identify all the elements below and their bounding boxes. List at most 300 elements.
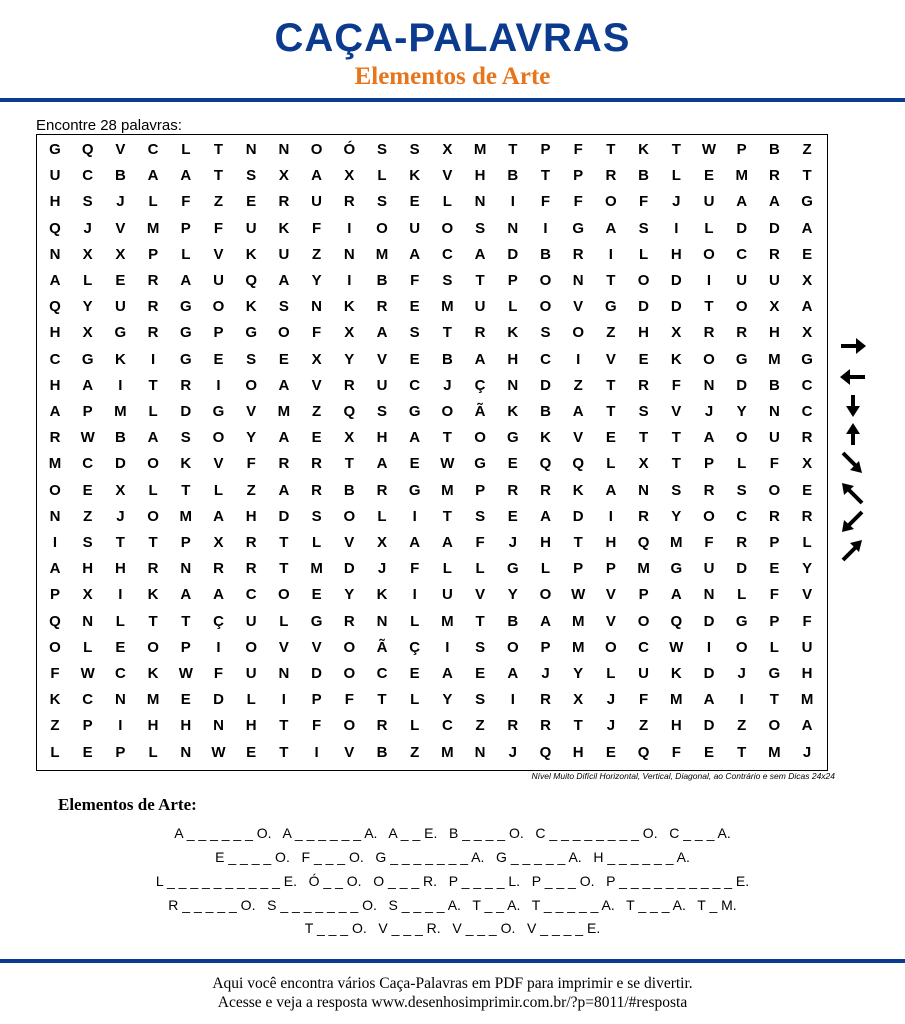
grid-letter: E	[802, 245, 813, 263]
grid-letter: U	[736, 272, 748, 289]
grid-letter: M	[310, 560, 323, 578]
grid-letter: M	[48, 455, 62, 473]
grid-letter: O	[441, 403, 454, 420]
grid-letter: T	[540, 167, 551, 185]
grid-letter: Ç	[474, 376, 486, 394]
grid-letter: J	[377, 560, 387, 578]
grid-letter: O	[506, 638, 519, 656]
grid-letter: S	[376, 141, 387, 158]
grid-letter: A	[703, 691, 715, 709]
grid-letter: U	[703, 193, 715, 211]
grid-row	[37, 687, 827, 713]
grid-letter: D	[736, 219, 748, 237]
grid-letter: N	[507, 219, 519, 237]
grid-letter: A	[213, 586, 224, 604]
grid-letter: T	[279, 743, 289, 761]
grid-letter: T	[279, 717, 289, 735]
grid-letter: K	[343, 298, 355, 316]
grid-letter: M	[735, 167, 748, 185]
grid-letter: V	[344, 743, 355, 761]
grid-letter: L	[508, 298, 518, 316]
grid-letter: L	[83, 272, 93, 289]
grid-letter: F	[181, 193, 191, 211]
grid-letter: Q	[572, 455, 585, 473]
grid-letter: Y	[344, 350, 355, 368]
grid-letter: I	[510, 193, 515, 211]
grid-letter: Y	[311, 272, 322, 289]
grid-letter: A	[474, 245, 486, 263]
grid-letter: T	[671, 141, 681, 158]
grid-letter: H	[49, 324, 61, 342]
grid-letter: T	[279, 534, 289, 551]
grid-letter: H	[49, 376, 61, 394]
grid-letter: V	[311, 638, 322, 656]
grid-row	[37, 373, 827, 399]
grid-letter: A	[474, 350, 486, 368]
grid-letter: P	[180, 534, 191, 551]
grid-letter: L	[181, 141, 191, 158]
grid-letter: P	[573, 167, 584, 185]
grid-letter: E	[409, 350, 420, 368]
grid-letter: D	[213, 691, 224, 709]
grid-letter: R	[474, 324, 486, 342]
grid-letter: V	[311, 376, 322, 394]
grid-letter: E	[311, 429, 322, 447]
grid-letter: U	[245, 665, 257, 682]
grid-letter: H	[801, 665, 813, 682]
grid-letter: O	[539, 586, 552, 604]
grid-letter: L	[639, 245, 649, 263]
grid-letter: F	[410, 272, 420, 289]
grid-letter: M	[114, 403, 127, 420]
grid-letter: S	[180, 429, 191, 447]
grid-letter: A	[409, 534, 421, 551]
grid-letter: A	[376, 324, 388, 342]
grid-letter: T	[606, 141, 616, 158]
grid-letter: V	[213, 245, 224, 263]
grid-letter: R	[703, 324, 715, 342]
grid-letter: R	[507, 481, 519, 499]
grid-letter: A	[540, 507, 551, 525]
grid-letter: C	[638, 638, 650, 656]
grid-letter: Y	[82, 298, 93, 316]
grid-letter: A	[278, 481, 290, 499]
grid-letter: R	[147, 298, 159, 316]
grid-letter: T	[573, 717, 583, 735]
grid-letter: N	[114, 691, 126, 709]
grid-letter: C	[736, 507, 748, 525]
grid-letter: N	[768, 403, 780, 420]
grid-letter: D	[768, 219, 780, 237]
grid-letter: K	[670, 350, 682, 368]
grid-letter: J	[802, 743, 812, 761]
grid-letter: E	[703, 167, 714, 185]
grid-letter: R	[49, 429, 61, 447]
grid-letter: T	[213, 167, 224, 185]
grid-letter: S	[638, 403, 649, 420]
grid-letter: G	[179, 350, 192, 368]
grid-letter: W	[701, 141, 717, 158]
grid-letter: H	[49, 193, 61, 211]
grid-letter: V	[115, 141, 126, 158]
grid-letter: E	[82, 481, 93, 499]
grid-letter: O	[637, 612, 650, 630]
grid-letter: D	[736, 376, 748, 394]
grid-letter: T	[279, 560, 289, 578]
grid-letter: S	[246, 167, 257, 185]
footer-text: Aqui você encontra vários Caça-Palavras em PDF para imprimir e se divertir.	[212, 975, 693, 992]
grid-letter: C	[540, 350, 551, 368]
grid-letter: N	[49, 507, 61, 525]
grid-letter: A	[540, 612, 551, 630]
grid-letter: X	[115, 245, 126, 263]
grid-letter: P	[703, 455, 714, 473]
grid-letter: O	[212, 298, 225, 316]
grid-letter: E	[638, 350, 649, 368]
grid-letter: N	[213, 717, 224, 735]
grid-letter: Ã	[376, 638, 388, 656]
grid-letter: Z	[246, 481, 256, 499]
grid-letter: V	[442, 167, 453, 185]
grid-letter: O	[703, 350, 715, 368]
grid-letter: R	[736, 534, 748, 551]
grid-letter: G	[212, 403, 225, 420]
grid-letter: O	[735, 638, 748, 656]
grid-letter: A	[82, 376, 94, 394]
grid-letter: F	[802, 612, 812, 630]
grid-letter: D	[278, 507, 290, 525]
grid-letter: N	[703, 586, 715, 604]
grid-letter: I	[216, 638, 221, 656]
grid-letter: C	[49, 350, 61, 368]
grid-letter: I	[608, 245, 613, 263]
grid-letter: O	[735, 429, 748, 447]
grid-letter: M	[277, 403, 291, 420]
page-title: CAÇA-PALAVRAS	[274, 16, 631, 60]
grid-letter: I	[706, 638, 712, 656]
grid-letter: V	[573, 429, 584, 447]
up-right-arrow-icon	[838, 537, 868, 563]
grid-letter: S	[246, 350, 257, 368]
grid-letter: S	[475, 638, 486, 656]
grid-letter: W	[80, 665, 95, 682]
grid-letter: M	[571, 638, 585, 656]
grid-letter: Q	[670, 612, 683, 630]
grid-letter: D	[343, 560, 355, 578]
grid-letter: K	[147, 586, 159, 604]
grid-letter: X	[671, 324, 682, 342]
grid-letter: P	[507, 272, 518, 289]
grid-letter: B	[638, 167, 650, 185]
grid-letter: C	[801, 403, 813, 420]
grid-letter: X	[802, 455, 813, 473]
grid-letter: D	[670, 272, 682, 289]
grid-letter: A	[180, 586, 192, 604]
grid-letter: I	[314, 743, 319, 761]
grid-letter: U	[376, 376, 388, 394]
grid-letter: T	[148, 612, 158, 630]
grid-letter: P	[736, 141, 747, 158]
grid-letter: G	[474, 455, 486, 473]
grid-letter: I	[608, 507, 613, 525]
grid-letter: C	[441, 245, 453, 263]
grid-letter: F	[475, 534, 485, 551]
grid-letter: G	[735, 612, 748, 630]
grid-row	[37, 320, 827, 346]
grid-letter: A	[605, 219, 617, 237]
word-search-grid	[36, 134, 828, 771]
grid-letter: N	[474, 743, 486, 761]
grid-letter: D	[736, 560, 748, 578]
grid-letter: A	[572, 403, 584, 420]
instructions: Encontre 28 palavras:	[36, 117, 182, 134]
grid-letter: A	[49, 272, 61, 289]
grid-letter: R	[278, 455, 290, 473]
grid-letter: S	[409, 141, 420, 158]
grid-letter: X	[82, 245, 93, 263]
grid-letter: Z	[475, 717, 485, 735]
grid-letter: Z	[573, 376, 583, 394]
grid-letter: X	[442, 141, 453, 158]
grid-letter: X	[311, 350, 322, 368]
grid-letter: Y	[246, 429, 257, 447]
grid-letter: F	[671, 743, 681, 761]
grid-letter: W	[211, 743, 226, 761]
grid-letter: K	[147, 665, 159, 682]
grid-letter: M	[800, 691, 814, 709]
grid-letter: M	[637, 560, 650, 578]
grid-letter: R	[376, 298, 388, 316]
grid-letter: P	[605, 560, 616, 578]
grid-letter: L	[50, 743, 60, 761]
grid-letter: O	[245, 638, 258, 656]
grid-letter: S	[736, 481, 747, 499]
grid-letter: D	[114, 455, 126, 473]
grid-letter: L	[540, 560, 551, 578]
grid-letter: A	[768, 193, 780, 211]
grid-letter: O	[147, 455, 159, 473]
grid-letter: E	[409, 665, 420, 682]
grid-letter: Y	[442, 691, 453, 709]
grid-letter: A	[213, 507, 224, 525]
grid-letter: M	[670, 534, 683, 551]
grid-letter: I	[118, 586, 123, 604]
grid-letter: O	[572, 324, 585, 342]
grid-letter: G	[605, 298, 617, 316]
grid-letter: B	[114, 167, 126, 185]
grid-letter: P	[638, 586, 649, 604]
grid-letter: D	[703, 612, 715, 630]
grid-letter: S	[82, 534, 93, 551]
grid-letter: O	[343, 638, 356, 656]
grid-letter: R	[572, 245, 584, 263]
grid-letter: W	[669, 638, 684, 656]
grid-letter: S	[540, 324, 551, 342]
grid-letter: K	[376, 586, 388, 604]
grid-letter: M	[441, 612, 454, 630]
grid-letter: R	[768, 167, 780, 185]
grid-letter: S	[475, 219, 486, 237]
grid-letter: S	[376, 403, 387, 420]
grid-letter: K	[49, 691, 61, 709]
grid-letter: S	[671, 481, 682, 499]
grid-letter: L	[606, 665, 616, 682]
grid-letter: V	[475, 586, 486, 604]
grid-letter: Q	[49, 298, 61, 316]
grid-letter: V	[376, 350, 387, 368]
grid-letter: E	[246, 193, 257, 211]
grid-letter: T	[802, 167, 812, 185]
grid-letter: C	[441, 717, 453, 735]
grid-letter: X	[769, 298, 780, 316]
grid-letter: R	[540, 481, 551, 499]
grid-letter: E	[213, 350, 224, 368]
grid-letter: Z	[639, 717, 649, 735]
grid-letter: I	[118, 376, 123, 394]
grid-letter: E	[507, 507, 518, 525]
grid-letter: V	[573, 298, 584, 316]
grid-letter: A	[441, 534, 453, 551]
grid-letter: B	[441, 350, 453, 368]
grid-letter: K	[670, 665, 682, 682]
grid-letter: Ó	[343, 141, 356, 158]
grid-letter: T	[181, 612, 191, 630]
grid-letter: I	[281, 691, 286, 709]
grid-letter: I	[706, 272, 712, 289]
grid-letter: V	[605, 350, 616, 368]
grid-row	[37, 661, 827, 687]
grid-letter: I	[543, 219, 548, 237]
grid-letter: N	[703, 376, 715, 394]
grid-row	[37, 425, 827, 451]
grid-letter: R	[605, 167, 617, 185]
grid-letter: F	[312, 717, 322, 735]
grid-letter: Z	[83, 507, 93, 525]
grid-letter: L	[148, 481, 158, 499]
grid-letter: D	[507, 245, 519, 263]
grid-letter: C	[409, 376, 421, 394]
grid-letter: B	[376, 272, 388, 289]
grid-letter: C	[82, 455, 94, 473]
grid-letter: X	[82, 586, 93, 604]
grid-letter: I	[151, 350, 156, 368]
grid-letter: G	[408, 481, 421, 499]
grid-letter: G	[179, 298, 192, 316]
grid-letter: C	[376, 665, 388, 682]
grid-letter: Z	[312, 403, 322, 420]
grid-row	[37, 740, 827, 766]
grid-letter: U	[278, 245, 290, 263]
right-arrow-icon	[838, 333, 868, 359]
grid-letter: S	[311, 507, 322, 525]
grid-letter: K	[540, 429, 551, 447]
grid-letter: C	[245, 586, 257, 604]
grid-letter: A	[49, 560, 61, 578]
grid-row	[37, 635, 827, 661]
grid-row	[37, 216, 827, 242]
grid-letter: F	[573, 141, 583, 158]
grid-letter: W	[80, 429, 95, 447]
grid-letter: U	[638, 665, 650, 682]
grid-letter: R	[801, 507, 813, 525]
grid-letter: P	[115, 743, 126, 761]
grid-letter: F	[671, 376, 681, 394]
grid-letter: H	[540, 534, 551, 551]
up-arrow-icon	[838, 421, 868, 447]
grid-letter: E	[475, 665, 486, 682]
grid-letter: L	[475, 560, 485, 578]
grid-letter: F	[312, 219, 322, 237]
grid-letter: P	[769, 612, 780, 630]
grid-letter: Z	[312, 245, 322, 263]
grid-letter: R	[540, 717, 551, 735]
grid-letter: A	[180, 272, 192, 289]
grid-letter: P	[540, 141, 551, 158]
grid-letter: E	[246, 743, 257, 761]
grid-letter: H	[507, 350, 519, 368]
grid-letter: L	[246, 691, 256, 709]
grid-letter: Q	[245, 272, 258, 289]
grid-letter: X	[638, 455, 649, 473]
grid-letter: G	[245, 324, 258, 342]
grid-letter: M	[768, 350, 781, 368]
grid-letter: L	[671, 167, 681, 185]
grid-letter: Y	[802, 560, 813, 578]
grid-letter: Z	[606, 324, 616, 342]
grid-letter: T	[671, 455, 681, 473]
grid-letter: U	[409, 219, 421, 237]
grid-letter: U	[768, 272, 780, 289]
grid-letter: P	[475, 481, 486, 499]
grid-letter: R	[507, 717, 519, 735]
grid-letter: L	[769, 638, 779, 656]
grid-letter: J	[737, 665, 746, 682]
grid-letter: I	[412, 507, 417, 525]
grid-letter: P	[180, 219, 191, 237]
grid-letter: N	[49, 245, 61, 263]
grid-letter: X	[344, 324, 355, 342]
grid-letter: U	[311, 193, 323, 211]
down-left-arrow-icon	[838, 509, 868, 535]
grid-letter: Y	[507, 586, 518, 604]
grid-letter: O	[768, 481, 781, 499]
grid-letter: S	[475, 507, 486, 525]
grid-letter: R	[180, 376, 192, 394]
grid-letter: O	[735, 298, 748, 316]
grid-letter: R	[736, 324, 748, 342]
grid-letter: D	[670, 298, 682, 316]
grid-letter: R	[343, 193, 355, 211]
grid-letter: L	[213, 481, 224, 499]
grid-letter: U	[441, 586, 453, 604]
grid-letter: O	[703, 245, 715, 263]
down-arrow-icon	[838, 393, 868, 419]
grid-letter: A	[801, 298, 813, 316]
grid-letter: T	[573, 534, 583, 551]
grid-letter: A	[409, 245, 421, 263]
grid-letter: F	[344, 691, 354, 709]
grid-letter: M	[441, 743, 454, 761]
grid-letter: F	[573, 193, 583, 211]
grid-letter: B	[540, 403, 551, 420]
grid-letter: N	[638, 481, 650, 499]
grid-letter: L	[410, 691, 420, 709]
grid-letter: T	[442, 324, 452, 342]
grid-letter: S	[638, 219, 649, 237]
grid-letter: X	[802, 272, 813, 289]
grid-letter: A	[376, 455, 388, 473]
grid-letter: H	[572, 743, 584, 761]
